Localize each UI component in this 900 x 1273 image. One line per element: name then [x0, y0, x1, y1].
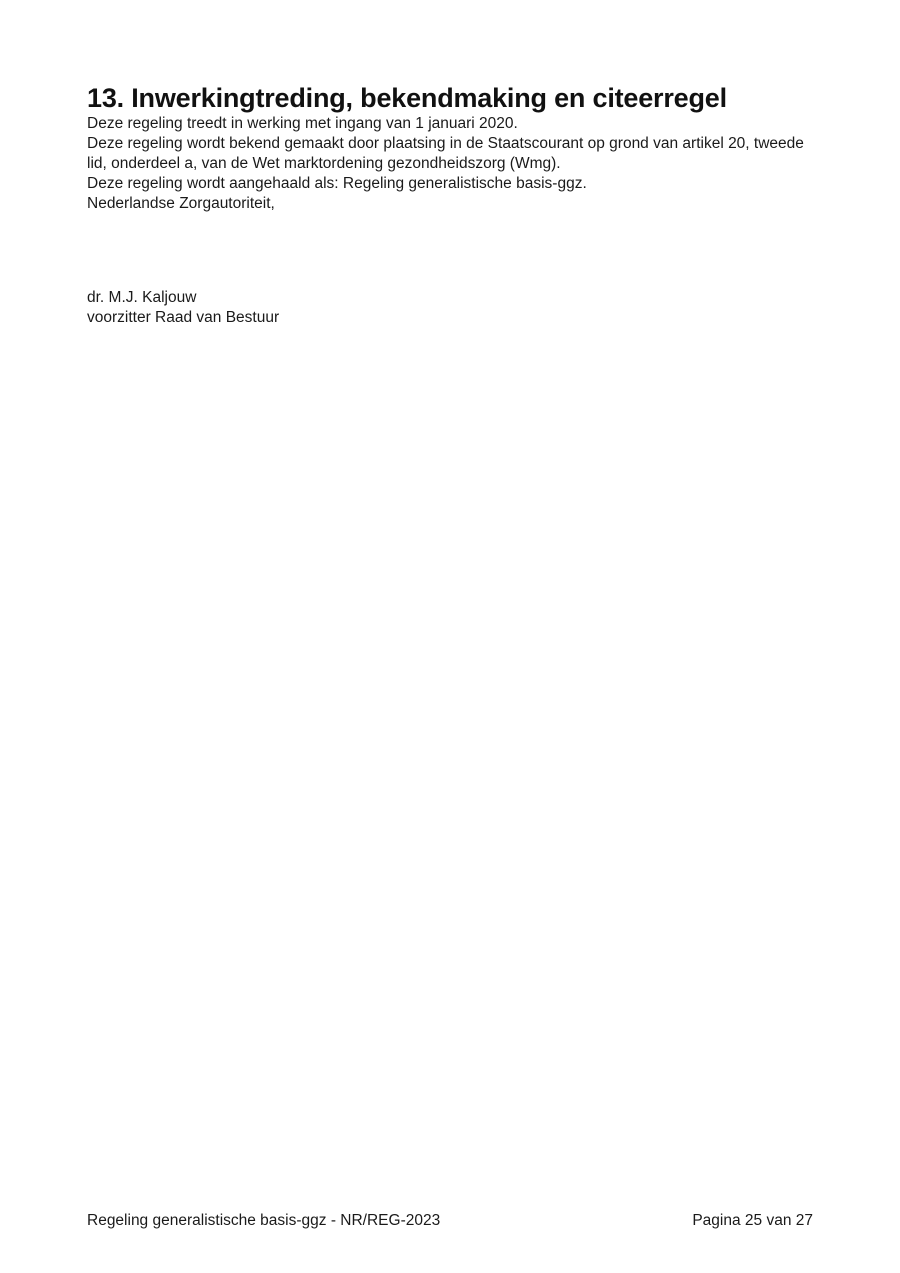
organization-name: Nederlandse Zorgautoriteit, [87, 195, 275, 212]
signatory-name: dr. M.J. Kaljouw [87, 289, 197, 306]
paragraph-effective-date: Deze regeling treedt in werking met ingang van 1 januari 2020. [87, 115, 518, 132]
footer-page-indicator: Pagina 25 van 27 [692, 1212, 813, 1229]
footer-document-reference: Regeling generalistische basis-ggz - NR/REG-2023 [87, 1212, 441, 1229]
page-content [87, 82, 817, 328]
paragraph-citation: Deze regeling wordt aangehaald als: Regeling generalistische basis-ggz. [87, 175, 587, 192]
page-footer [87, 1211, 813, 1231]
section-heading: 13. Inwerkingtreding, bekendmaking en citeerregel [87, 83, 727, 113]
paragraph-publication: Deze regeling wordt bekend gemaakt door plaatsing in de Staatscourant op grond van artikel 20, tweede lid, onderdeel a, van de Wet marktordening gezondheidszorg (Wmg). [87, 135, 804, 172]
signature-block [87, 288, 817, 328]
signatory-role: voorzitter Raad van Bestuur [87, 309, 280, 326]
